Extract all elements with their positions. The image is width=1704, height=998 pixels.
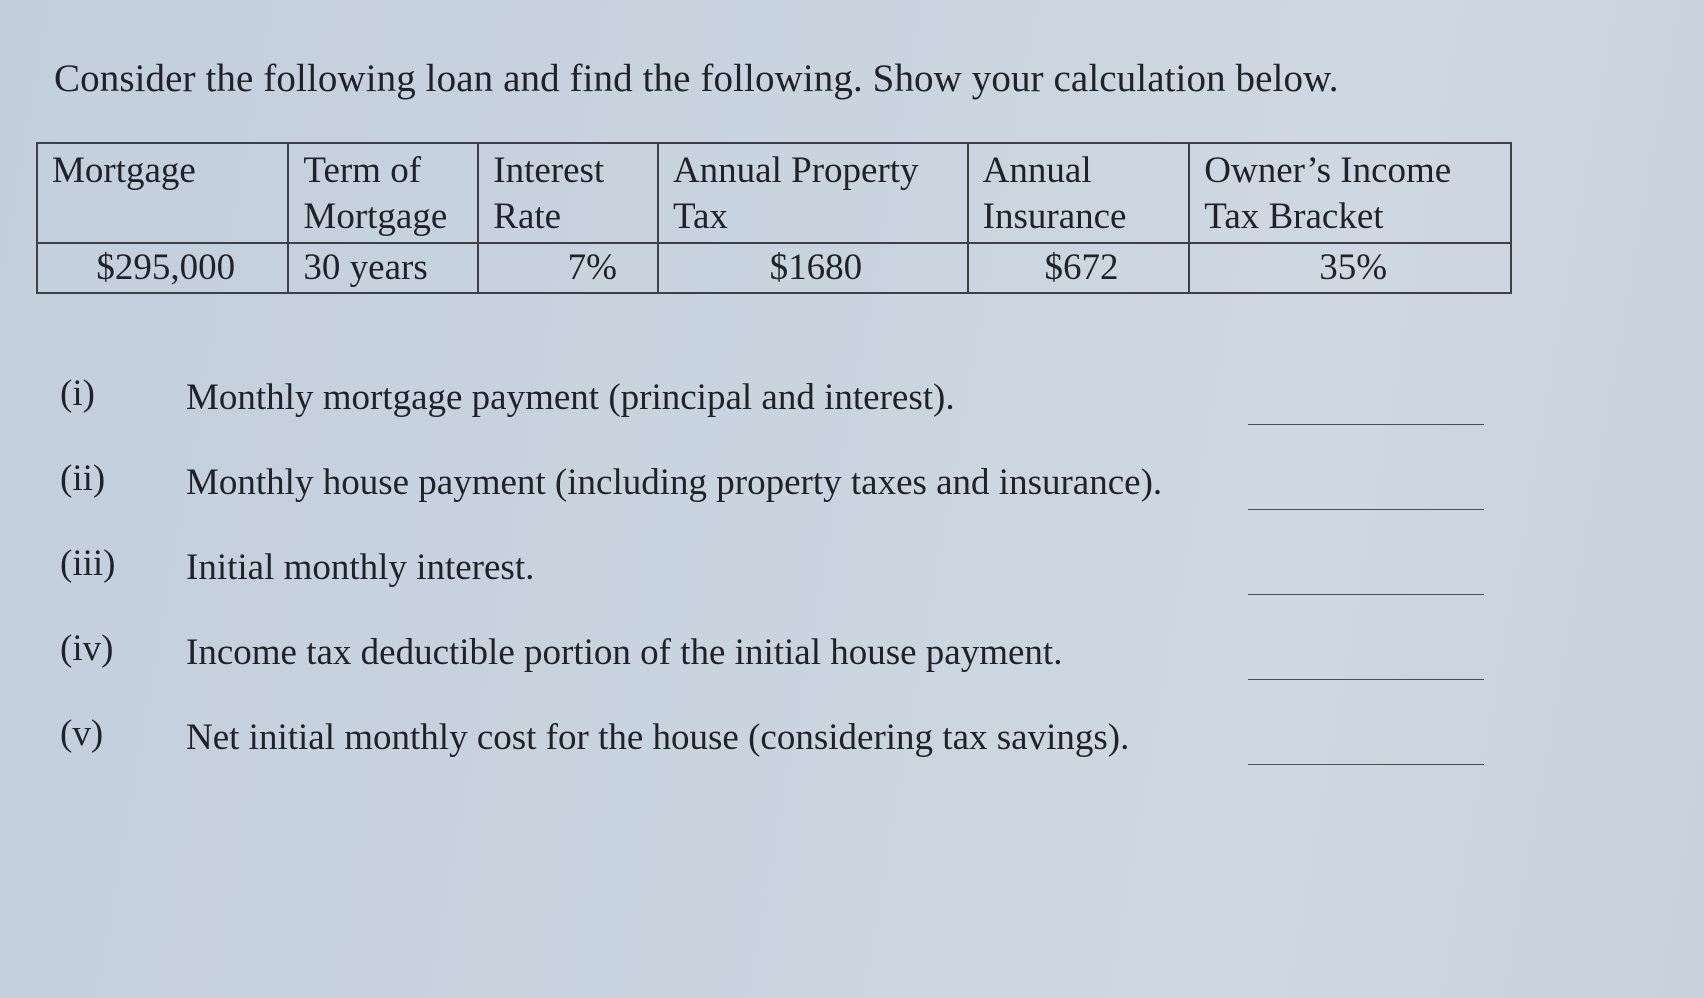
header-insurance-line2: Insurance [982,196,1127,237]
answer-blank[interactable] [1248,764,1484,765]
question-number: (iv) [60,628,114,669]
question-list [60,372,1500,797]
question-number: (ii) [60,458,106,499]
value-insurance: $672 [968,243,1190,293]
header-rate [478,143,658,243]
answer-blank[interactable] [1248,594,1484,595]
question-item [60,627,1500,712]
header-bracket-line1: Owner’s Income [1204,150,1452,191]
header-tax-bracket [1189,143,1511,243]
loan-table-header-row [37,143,1511,243]
header-term-line1: Term of [303,150,422,191]
answer-blank[interactable] [1248,509,1484,510]
question-text: Monthly mortgage payment (principal and interest). [186,377,955,418]
header-term [288,143,478,243]
question-text: Net initial monthly cost for the house (considering tax savings). [186,717,1130,758]
value-mortgage: $295,000 [37,243,288,293]
header-property-tax [658,143,968,243]
value-term: 30 years [288,243,478,293]
question-item [60,457,1500,542]
answer-blank[interactable] [1248,679,1484,680]
header-rate-line1: Interest [493,150,605,191]
header-term-line2: Mortgage [303,196,448,237]
header-mortgage-label: Mortgage [52,150,196,191]
question-text: Initial monthly interest. [186,547,535,588]
value-property-tax: $1680 [658,243,968,293]
value-tax-bracket: 35% [1189,243,1511,293]
question-text: Income tax deductible portion of the initial house payment. [186,632,1063,673]
problem-prompt: Consider the following loan and find the following. Show your calculation below. [54,57,1339,100]
answer-blank[interactable] [1248,424,1484,425]
question-number: (v) [60,713,104,754]
header-bracket-line2: Tax Bracket [1204,196,1384,237]
question-item [60,542,1500,627]
question-text: Monthly house payment (including property taxes and insurance). [186,462,1163,503]
header-rate-line2: Rate [493,196,562,237]
header-insurance [968,143,1190,243]
question-item [60,372,1500,457]
question-number: (i) [60,373,95,414]
loan-table [36,142,1512,294]
value-rate: 7% [478,243,658,293]
loan-table-value-row [37,243,1511,293]
header-tax-line1: Annual Property [672,150,919,191]
header-mortgage [37,143,288,243]
question-item [60,712,1500,797]
header-insurance-line1: Annual [982,150,1092,191]
question-number: (iii) [60,543,116,584]
header-tax-line2: Tax [672,196,728,237]
